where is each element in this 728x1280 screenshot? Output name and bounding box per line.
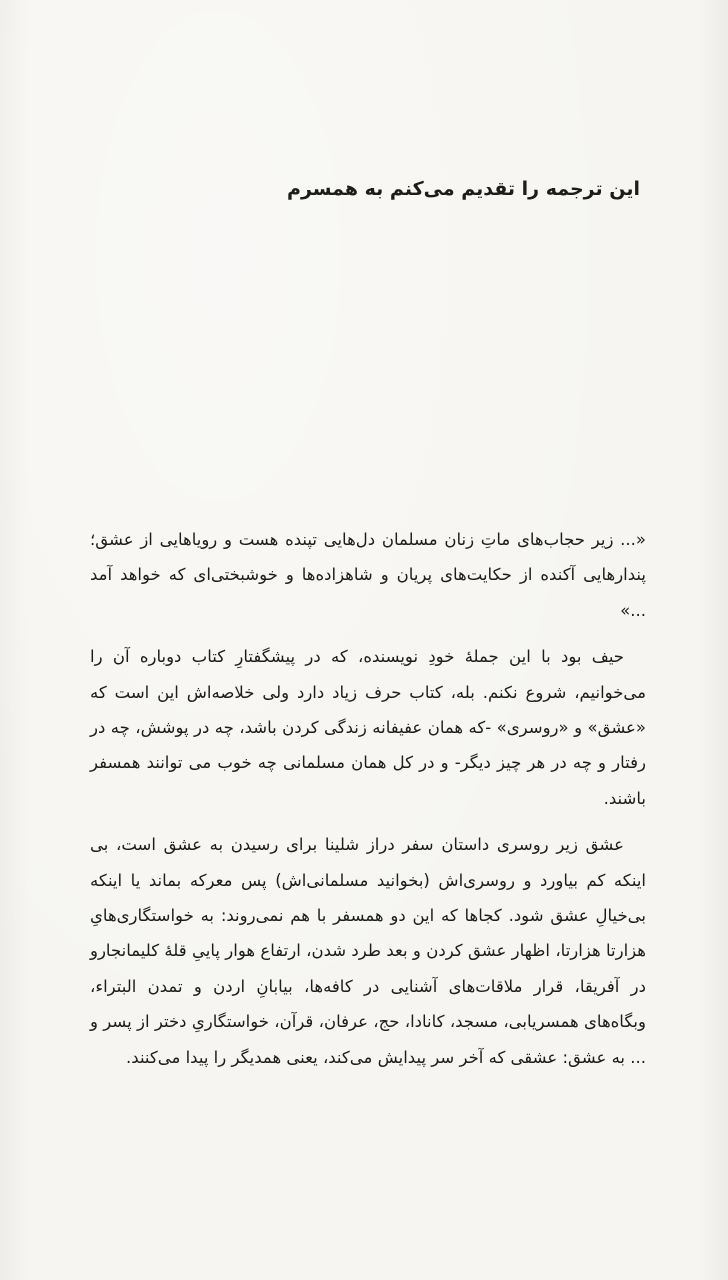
body-paragraph: حیف بود با این جملهٔ خودِ نویسنده، که در پیشگفتارِ کتاب دوباره آن را می‌خوانیم، شروع نکنم. بله، کتاب حرف زیاد دارد ولی خلاصه‌اش این است که «عشق» و «روسری» -که همان عفیفانه زندگی کردن باشد، چه در پوشش، چه در رفتار و چه در هر چیز دیگر- و در کل همان مسلمانی چه خوب می توانند همسفر باشند.: [90, 647, 646, 808]
body-paragraph: عشق زیر روسری داستان سفر دراز شلینا برای رسیدن به عشق است، بی اینکه کم بیاورد و روسری‌اش (بخوانید مسلمانی‌اش) پس معرکه بماند یا اینکه بی‌خیالِ عشق شود. کجاها که این دو همسفر با هم نمی‌روند: به خواستگاری‌هایِ هزارتا هزارتا، اظهار عشق کردن و بعد طرد شدن، ارتفاع هوار پاییِ قلهٔ کلیمانجارو در آفریقا، قرار ملاقات‌های آشنایی در کافه‌ها، بیابانِ اردن و تمدن البتراء، وبگاه‌های همسریابی، مسجد، کانادا، حج، عرفان، قرآن، خواستگاریِ دختر از پسر و ... به عشق: عشقی که آخر سر پیدایش می‌کند، یعنی همدیگر را پیدا می‌کنند.: [90, 835, 646, 1067]
dedication-text: این ترجمه را تقدیم می‌کنم به همسرم: [287, 178, 640, 200]
quote-paragraph: «... زیر حجاب‌های ماتِ زنان مسلمان دل‌هایی تپنده هست و رویاهایی از عشق؛ پندارهایی آکنده از حکایت‌های پریان و شاهزاده‌ها و خوشبختی‌ای که خواهد آمد ...»: [90, 530, 646, 620]
body-text: [90, 522, 646, 1086]
